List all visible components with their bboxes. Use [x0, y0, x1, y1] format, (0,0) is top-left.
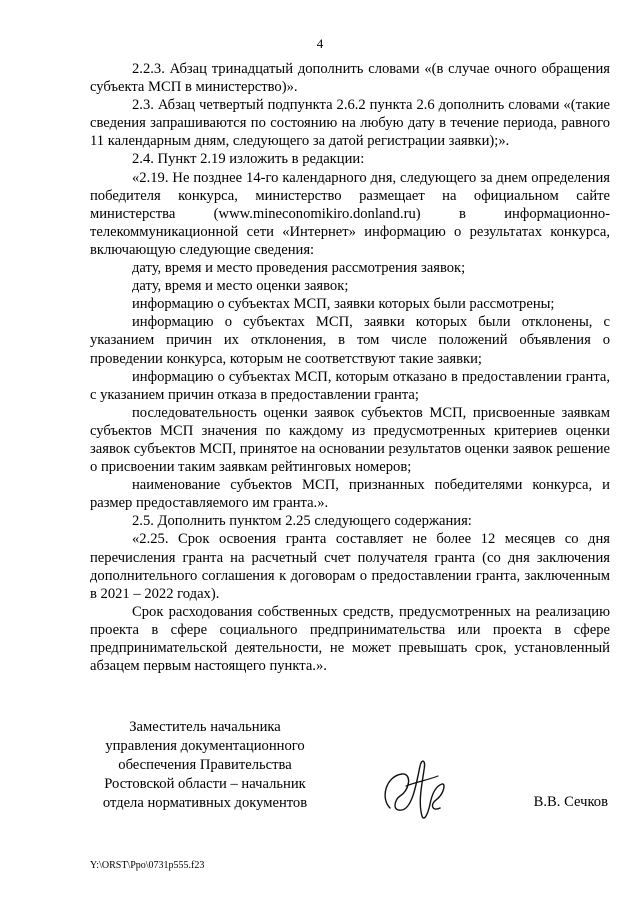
paragraph: дату, время и место оценки заявок;	[132, 278, 349, 295]
signatory-title-line: обеспечения Правительства	[118, 757, 292, 773]
paragraph: 2.4. Пункт 2.19 изложить в редакции:	[132, 151, 365, 168]
document-body	[90, 60, 610, 675]
paragraph: 2.3. Абзац четвертый подпункта 2.6.2 пункта 2.6 дополнить словами «(такие сведения запрашиваются по состоянию на любую дату в течение периода, равного 11 календарным дням, следующего за датой регистрации заявки);».	[90, 97, 610, 150]
signatory-name: В.В. Сечков	[533, 794, 608, 810]
signatory-title	[90, 718, 320, 813]
paragraph: информацию о субъектах МСП, которым отказано в предоставлении гранта, с указанием причин отказа в предоставлении гранта;	[90, 368, 610, 403]
paragraph: 2.2.3. Абзац тринадцатый дополнить словами «(в случае очного обращения субъекта МСП в министерство)».	[90, 61, 610, 96]
signature-block	[0, 718, 640, 838]
signatory-title-line: Заместитель начальника	[129, 719, 281, 735]
paragraph: последовательность оценки заявок субъектов МСП, присвоенные заявкам субъектов МСП значения по каждому из предусмотренных критериев оценки заявок субъектов МСП, принятое на основании результатов оценки заявок решение о присвоении таким заявкам рейтинговых номеров;	[90, 404, 610, 476]
file-path: Y:\ORST\Ppo\0731p555.f23	[90, 860, 205, 871]
handwritten-signature	[372, 746, 452, 826]
signatory-title-line: управления документационного	[105, 738, 305, 754]
page-number: 4	[316, 36, 324, 51]
paragraph: дату, время и место проведения рассмотрения заявок;	[132, 260, 466, 277]
paragraph: Срок расходования собственных средств, предусмотренных на реализацию проекта в сфере социального предпринимательства или проекта в сфере предпринимательской деятельности, не может превышать срок, установленный абзацем первым настоящего пункта.».	[90, 603, 610, 675]
signatory-title-line: отдела нормативных документов	[102, 795, 308, 811]
paragraph: 2.5. Дополнить пунктом 2.25 следующего содержания:	[132, 513, 472, 530]
paragraph: информацию о субъектах МСП, заявки которых были рассмотрены;	[132, 296, 555, 313]
paragraph: наименование субъектов МСП, признанных победителями конкурса, и размер предоставляемого им гранта.».	[90, 477, 610, 512]
paragraph: «2.25. Срок освоения гранта составляет не более 12 месяцев со дня перечисления гранта на расчетный счет получателя гранта (со дня заключения дополнительного соглашения к договорам о предоставлении гранта, заключенным в 2021 – 2022 годах).	[90, 531, 610, 602]
paragraph: информацию о субъектах МСП, заявки которых были отклонены, с указанием причин их отклонения, в том числе положений объявления о проведении конкурса, которым не соответствуют такие заявки;	[90, 314, 610, 367]
paragraph: «2.19. Не позднее 14-го календарного дня, следующего за днем определения победителя конкурса, министерство размещает на официальном сайте министерства (www.mineconomikiro.donland.ru) в информационно-телекоммуникационной сети «Интернет» информацию о результатах конкурса, включающую следующие сведения:	[90, 169, 610, 258]
signatory-title-line: Ростовской области – начальник	[104, 776, 306, 792]
